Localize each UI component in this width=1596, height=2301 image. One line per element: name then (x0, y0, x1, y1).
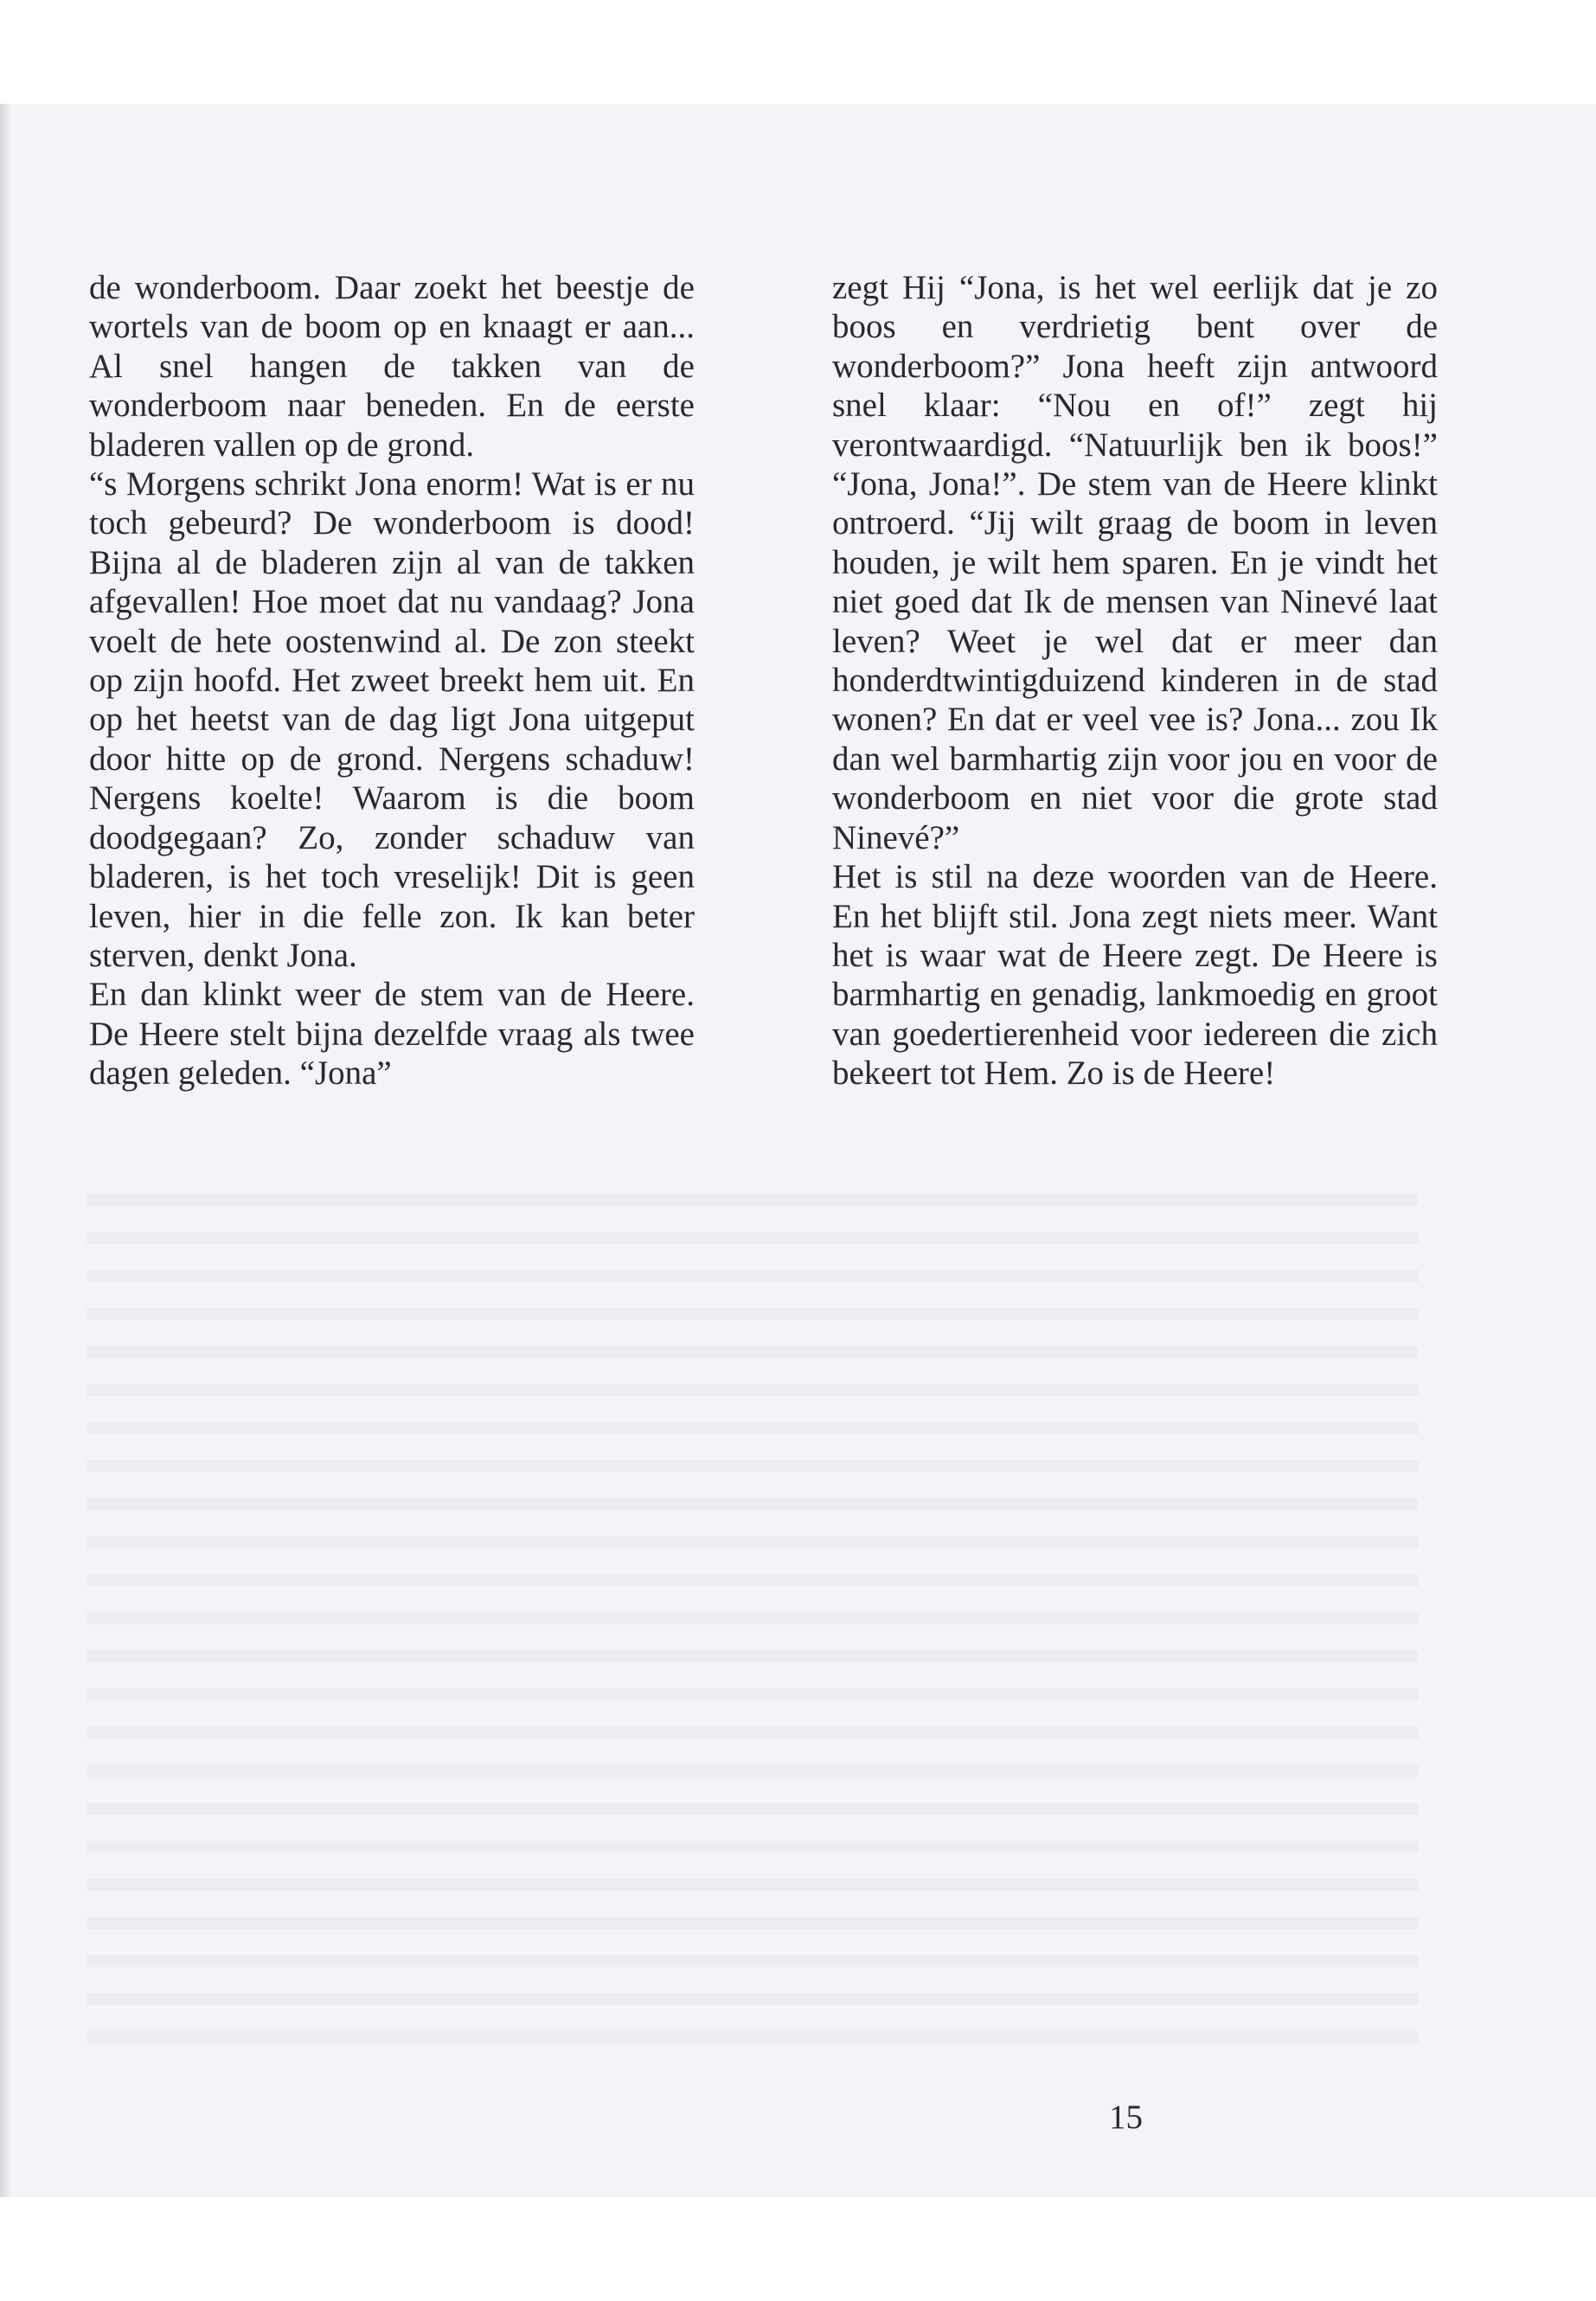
right-paragraph-2: Het is stil na deze woorden van de Heere. En het blijft stil. Jona zegt niets meer. Want het is waar wat de Heere zegt. De Heere is barmhartig en genadig, lankmoedig en groot van goedertierenheid voor iedereen die zich bekeert tot Hem. Zo is de Heere! (832, 858, 1438, 1093)
left-paragraph-1: de wonderboom. Daar zoekt het beestje de wortels van de boom op en knaagt er aan... Al snel hangen de takken van de wonderboom naar beneden. En de eerste bladeren vallen op de grond. (89, 269, 695, 464)
book-page (0, 104, 1596, 2197)
right-paragraph-1: zegt Hij “Jona, is het wel eerlijk dat je zo boos en verdrietig bent over de wonderboom?” Jona heeft zijn antwoord snel klaar: “Nou en of!” zegt hij verontwaardigd. “Natuurlijk ben ik boos!” “Jona, Jona!”. De stem van de Heere klinkt ontroerd. “Jij wilt graag de boom in leven houden, je wilt hem sparen. En je vindt het niet goed dat Ik de mensen van Ninevé laat leven? Weet je wel dat er meer dan honderdtwintigduizend kinderen in de stad wonen? En dat er veel vee is? Jona... zou Ik dan wel barmhartig zijn voor jou en voor de wonderboom en niet voor die grote stad Ninevé?” (832, 269, 1438, 856)
right-text-column (832, 268, 1438, 1093)
left-paragraph-2: “s Morgens schrikt Jona enorm! Wat is er nu toch gebeurd? De wonderboom is dood! Bijna al de bladeren zijn al van de takken afgevallen! Hoe moet dat nu vandaag? Jona voelt de hete oostenwind al. De zon steekt op zijn hoofd. Het zweet breekt hem uit. En op het heetst van de dag ligt Jona uitgeput door hitte op de grond. Nergens schaduw! Nergens koelte! Waarom is die boom doodgegaan? Zo, zonder schaduw van bladeren, is het toch vreselijk! Dit is geen leven, hier in die felle zon. Ik kan beter sterven, denkt Jona. (89, 465, 695, 974)
show-through-text (87, 1194, 1419, 2059)
page-number: 15 (1109, 2099, 1143, 2136)
left-paragraph-3: En dan klinkt weer de stem van de Heere. De Heere stelt bijna dezelfde vraag als twee dagen geleden. “Jona” (89, 976, 695, 1093)
spine-shadow (0, 104, 12, 2197)
left-text-column (89, 268, 695, 1093)
